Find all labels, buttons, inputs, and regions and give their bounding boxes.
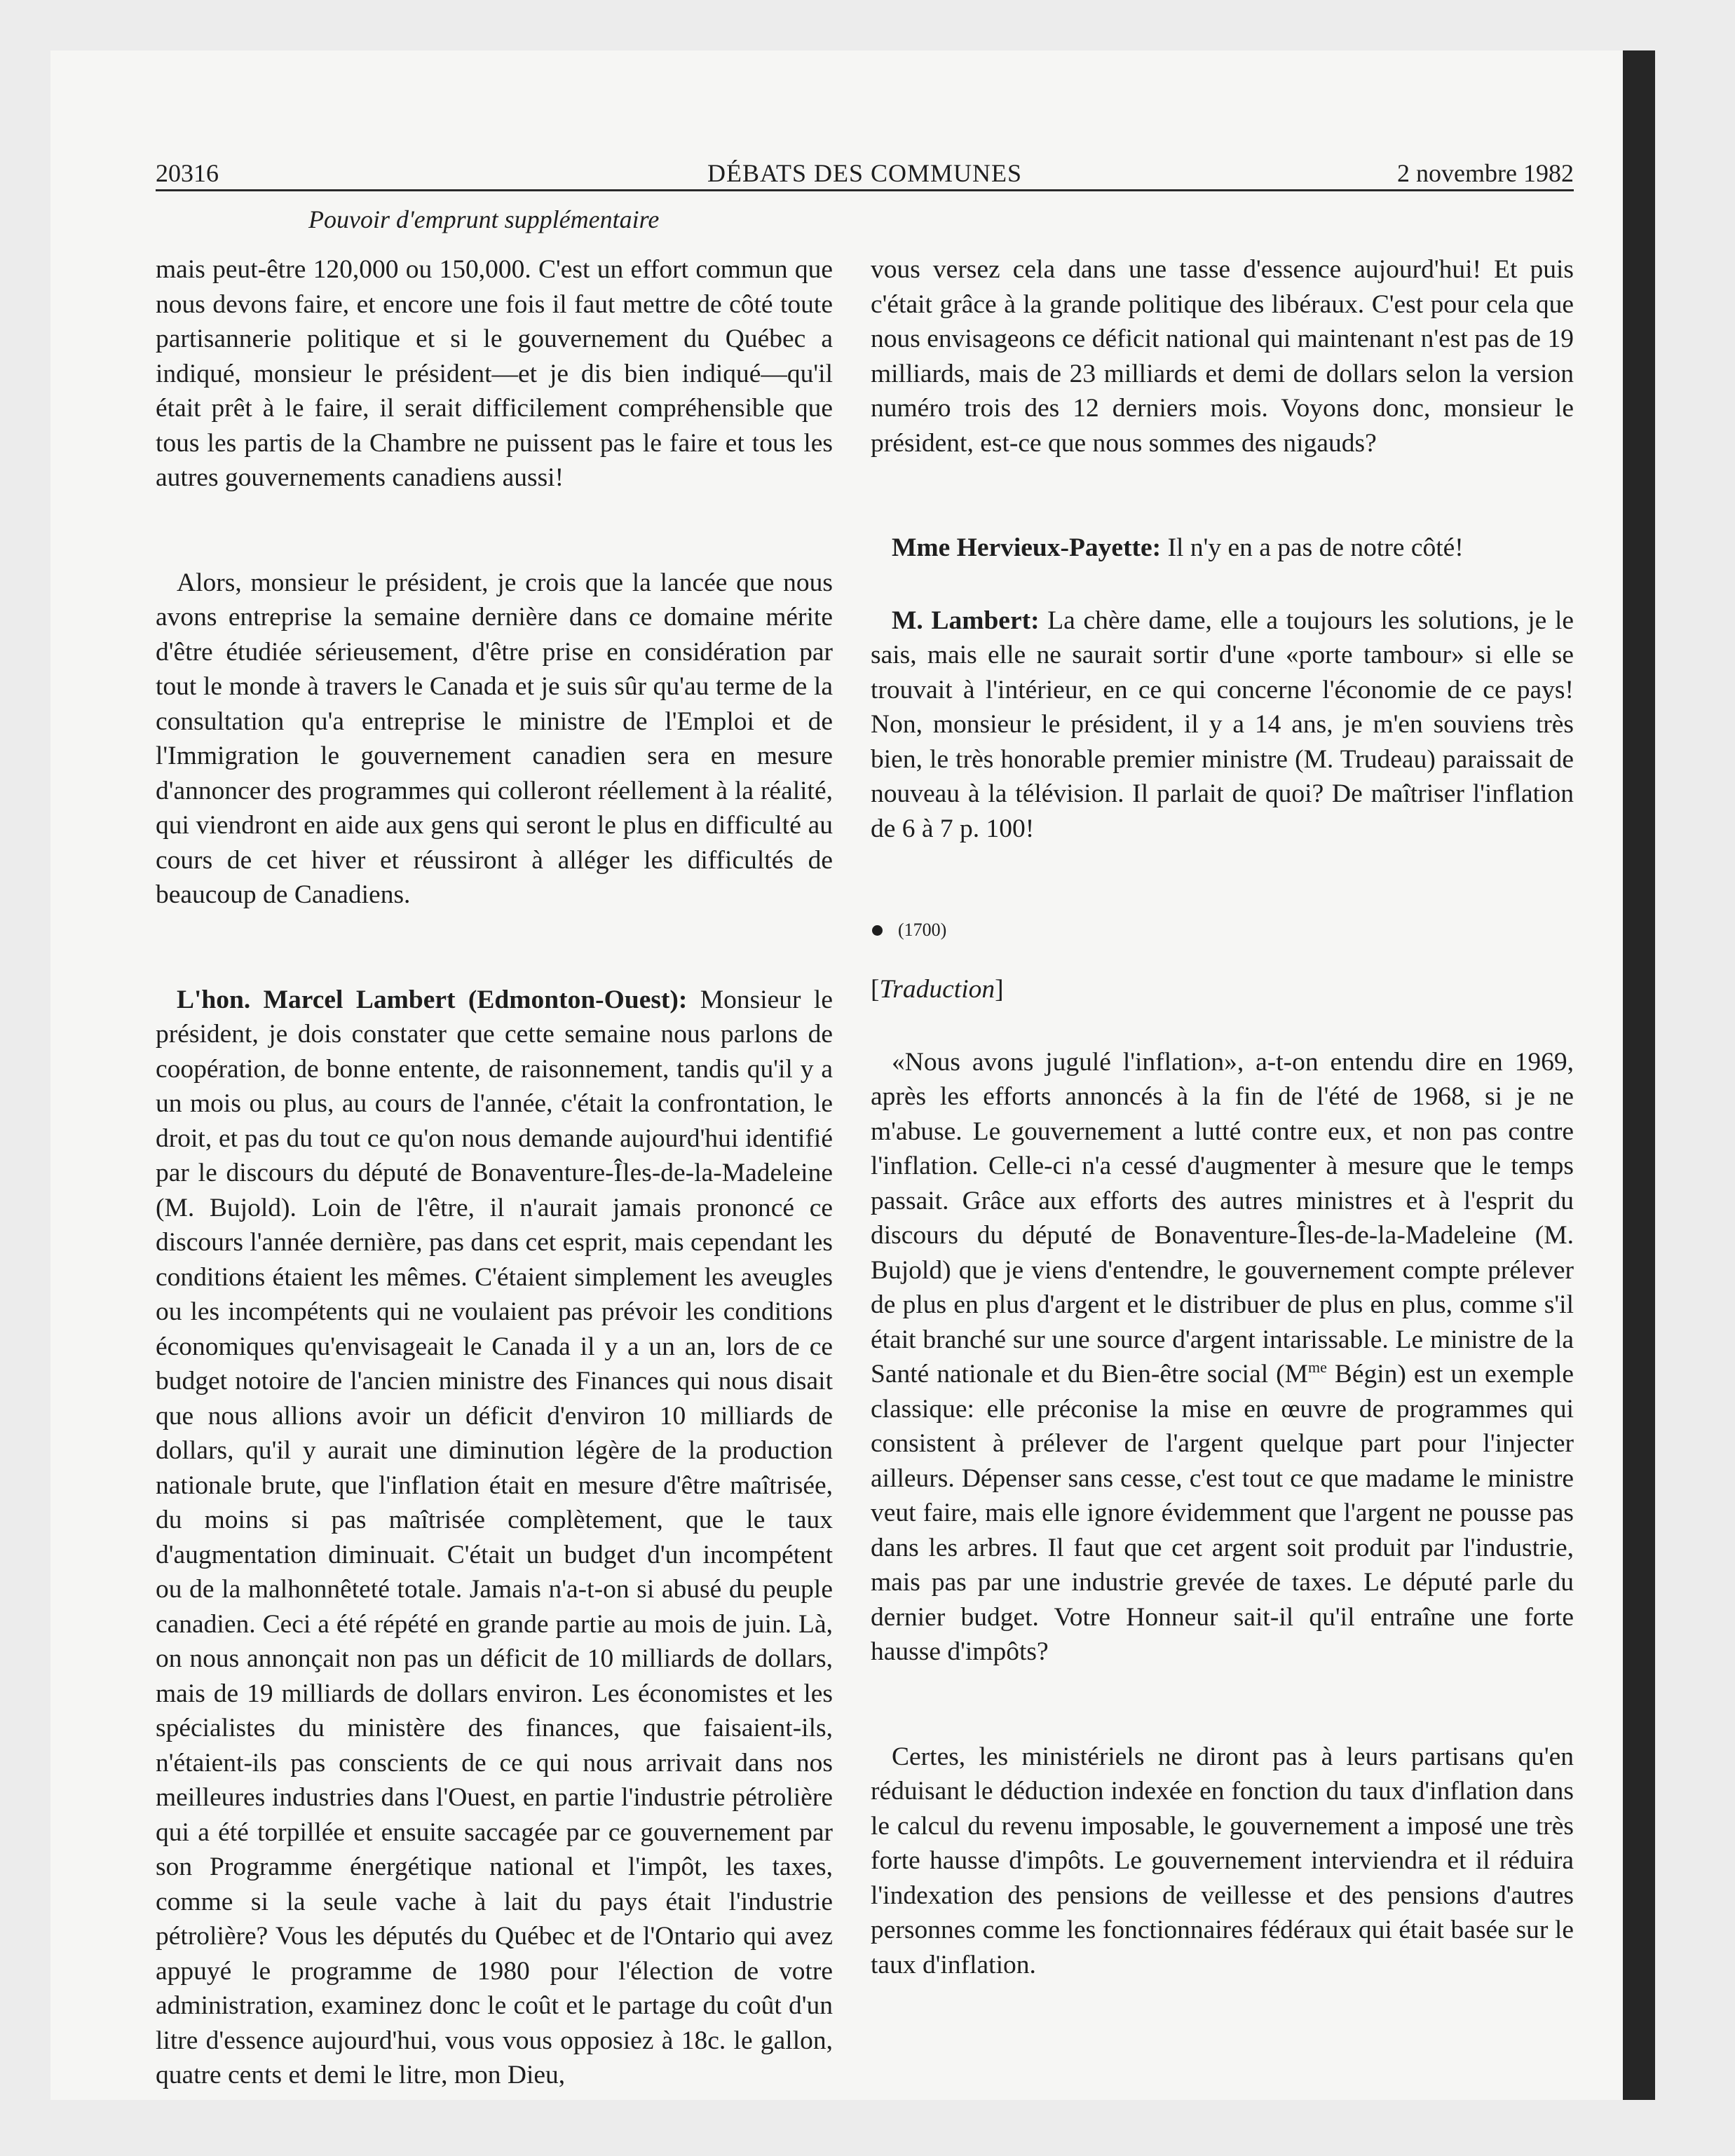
speech-text: Monsieur le président, je dois constater que cette semaine nous parlons de coopération, de bonne entente, de raisonnement, tandis qu'il y a un mois ou plus, au cours de l'année, c'était la confrontation, le droit, et pas du tout ce qu'on nous demande aujourd'hui identifié par le discours du député de Bonaventure-Îles-de-la-Madeleine (M. Bujold). Loin de l'être, il n'aurait jamais prononcé ce discours l'année dernière, pas dans cet esprit, mais cependant les conditions étaient les mêmes. C'étaient simplement les aveugles ou les incompétents qui ne voulaient pas prévoir les conditions économiques qu'envisageait le Canada il y a un an, lors de ce budget notoire de l'ancien ministre des Finances qui nous disait que nous allions avoir un déficit d'environ 10 milliards de dollars, qu'il y aurait une diminution légère de la production nationale brute, que l'inflation était en mesure d'être maîtrisée, du moins si pas maîtrisée complètement, que le taux d'augmentation diminuait. C'était un budget d'un incompétent ou de la malhonnêteté totale. Jamais n'a-t-on si abusé du peuple canadien. Ceci a été répété en grande partie au mois de juin. Là, on nous annonçait non pas un déficit de 10 milliards de dollars, mais de 19 milliards de dollars environ. Les économistes et les spécialistes du ministère des finances, que faisaient-ils, n'étaient-ils pas conscients de ce qui nous arrivait dans nos meilleures industries dans l'Ouest, en partie l'industrie pétrolière qui a été torpillée et ensuite saccagée par ce gouvernement par son Programme énergétique national et l'impôt, les taxes, comme si la seule vache à lait du pays était l'industrie pétrolière? Vous les députés du Québec et de l'Ontario qui avez appuyé le programme de 1980 pour l'élection de votre administration, examinez donc le coût et le partage du coût d'un litre d'essence aujourd'hui, vous vous opposiez à 18c. le gallon, quatre cents et demi le litre, mon Dieu, [156,985,833,2089]
speech-paragraph [156,983,833,2093]
translation-label: Traduction [879,975,995,1004]
time-marker [871,916,1574,944]
paragraph-text: Bégin) est un exemple classique: elle préconise la mise en œuvre de programmes qui consistent à prélever de l'argent quelque part pour l'injecter ailleurs. Dépenser sans cesse, c'est tout ce que madame le ministre veut faire, mais elle ignore évidemment que l'argent ne pousse pas dans les arbres. Il faut que cet argent soit produit par l'industrie, mais pas par une industrie grevée de taxes. Le député parle du dernier budget. Votre Honneur sait-il qu'il entraîne une forte hausse d'impôts? [871,1360,1574,1666]
publication-title: DÉBATS DES COMMUNES [707,159,1023,187]
speech-text: La chère dame, elle a toujours les solutions, je le sais, mais elle ne saurait sortir d'une «porte tambour» si elle se trouvait à l'intérieur, en ce qui concerne l'économie de ce pays! Non, monsieur le président, il y a 14 ans, je m'en souviens très bien, le très honorable premier ministre (M. Trudeau) paraissait de nouveau à la télévision. Il parlait de quoi? De maîtriser l'inflation de 6 à 7 p. 100! [871,606,1574,843]
page-header [156,158,1574,189]
superscript: me [1307,1358,1327,1376]
speech-paragraph [871,531,1574,566]
bullet-icon [872,925,883,936]
paragraph: mais peut-être 120,000 ou 150,000. C'est un effort commun que nous devons faire, et encore une fois il faut mettre de côté toute partisannerie politique et si le gouvernement du Québec a indiqué, monsieur le président—et je dis bien indiqué—qu'il était prêt à le faire, il serait difficilement compréhensible que tous les partis de la Chambre ne puissent pas le faire et tous les autres gouvernements canadiens aussi! [156,255,833,492]
header-rule [156,189,1574,191]
paragraph-text: «Nous avons jugulé l'inflation», a-t-on entendu dire en 1969, après les efforts annoncés à la fin de l'été de 1968, si je ne m'abuse. Le gouvernement a lutté contre eux, et non pas contre l'inflation. Celle-ci n'a cessé d'augmenter à mesure que le temps passait. Grâce aux efforts des autres ministres et à l'esprit du discours du député de Bonaventure-Îles-de-la-Madeleine (M. Bujold) que je viens d'entendre, le gouvernement compte prélever de plus en plus d'argent et le distribuer de plus en plus, comme s'il était branché sur une source d'argent intarissable. Le ministre de la Santé nationale et du Bien-être social (M [871,1047,1574,1389]
speaker-name: L'hon. Marcel Lambert (Edmonton-Ouest): [177,985,688,1014]
paragraph [871,1045,1574,1670]
scan-edge [1623,50,1655,2100]
paragraph: vous versez cela dans une tasse d'essence aujourd'hui! Et puis c'était grâce à la grande politique des libéraux. C'est pour cela que nous envisageons ce déficit national qui maintenant n'est pas de 19 milliards, mais de 23 milliards et demi de dollars selon la version numéro trois des 12 derniers mois. Voyons donc, monsieur le président, est-ce que nous sommes des nigauds? [871,255,1574,458]
paragraph: Certes, les ministériels ne diront pas à leurs partisans qu'en réduisant le déduction indexée en fonction du taux d'inflation dans le calcul du revenu imposable, le gouvernement a imposé une très forte hausse d'impôts. Le gouvernement interviendra et il réduira l'indexation des pensions de veillesse et des pensions d'autres personnes comme les fonctionnaires fédéraux qui était basée sur le taux d'inflation. [871,1742,1574,1979]
translation-note: [Traduction] [871,975,1004,1004]
speech-paragraph [871,603,1574,847]
left-column [156,252,833,2093]
page-number: 20316 [156,159,219,187]
page-date: 2 novembre 1982 [1397,159,1574,187]
section-subhead: Pouvoir d'emprunt supplémentaire [308,205,660,233]
paragraph: Alors, monsieur le président, je crois que la lancée que nous avons entreprise la semaine dernière dans ce domaine mérite d'être étudiée sérieusement, d'être prise en considération par tout le monde à travers le Canada et je suis sûr qu'au terme de la consultation qu'a entreprise le ministre de l'Emploi et de l'Immigration le gouvernement canadien sera en mesure d'annoncer des programmes qui colleront réellement à la réalité, qui viendront en aide aux gens qui seront le plus en difficulté au cours de cet hiver et réussiront à alléger les difficultés de beaucoup de Canadiens. [156,568,833,909]
speaker-name: M. Lambert: [892,606,1040,635]
right-column [871,252,1574,1982]
speech-text: Il n'y en a pas de notre côté! [1167,533,1464,562]
speaker-name: Mme Hervieux-Payette: [892,533,1162,562]
time-marker-label: (1700) [898,920,947,940]
